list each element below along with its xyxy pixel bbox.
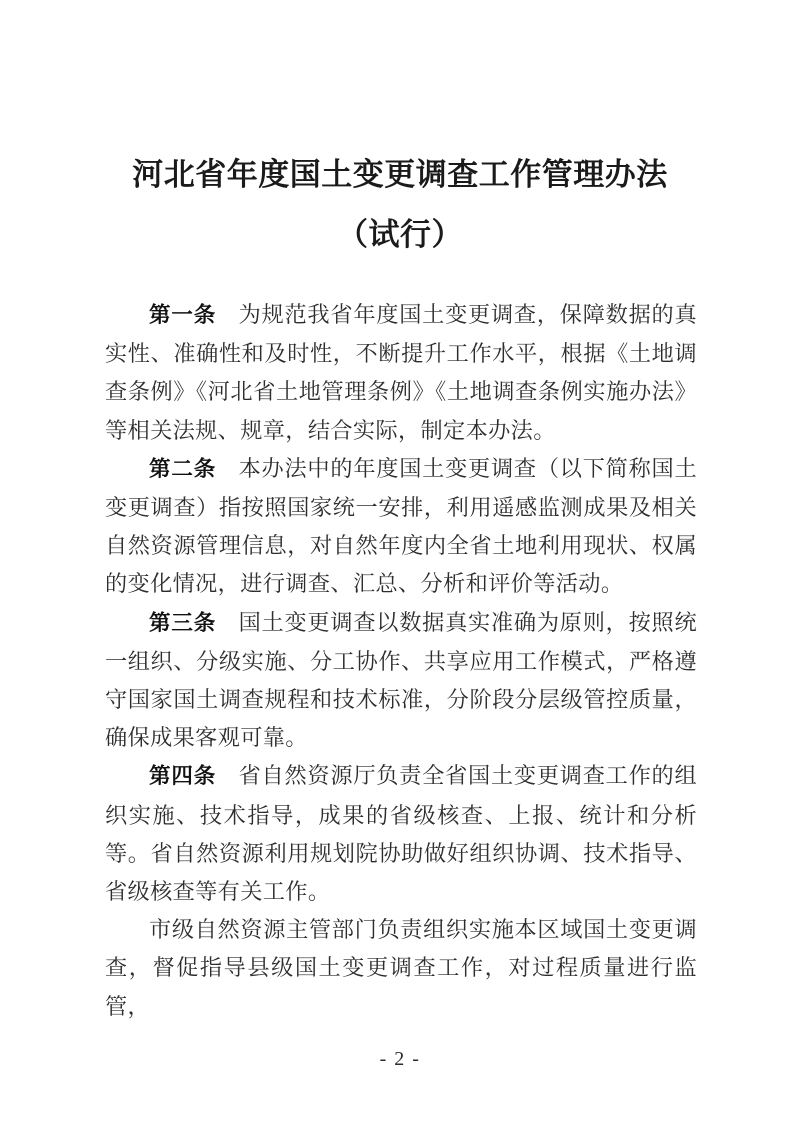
document-body	[105, 296, 697, 1026]
page-number: - 2 -	[379, 1048, 421, 1070]
continuation-paragraph	[105, 911, 697, 1026]
article-text: 省自然资源厅负责全省国土变更调查工作的组织实施、技术指导，成果的省级核查、上报、统计和分析等。省自然资源利用规划院协助做好组织协调、技术指导、省级核查等有关工作。	[105, 763, 697, 905]
page-subtitle: （试行）	[337, 217, 463, 253]
article-paragraph	[105, 450, 697, 604]
article-label: 第一条	[149, 303, 217, 328]
page-footer	[0, 1046, 800, 1072]
article-label: 第四条	[149, 764, 217, 790]
title-block	[105, 152, 695, 258]
article-paragraph	[105, 296, 697, 450]
article-paragraph	[105, 604, 697, 758]
article-text: 国土变更调查以数据真实准确为原则，按照统一组织、分级实施、分工协作、共享应用工作模式，严格遵守国家国土调查规程和技术标准，分阶段分层级管控质量，确保成果客观可靠。	[105, 609, 697, 751]
page-title: 河北省年度国土变更调查工作管理办法	[132, 157, 668, 193]
article-paragraph	[105, 757, 697, 911]
article-text: 为规范我省年度国土变更调查，保障数据的真实性、准确性和及时性，不断提升工作水平，根据《土地调查条例》《河北省土地管理条例》《土地调查条例实施办法》等相关法规、规章，结合实际，制定本办法。	[105, 302, 697, 443]
paragraph-text: 市级自然资源主管部门负责组织实施本区域国土变更调查，督促指导县级国土变更调查工作，对过程质量进行监管，	[105, 917, 697, 1019]
article-label: 第三条	[149, 610, 217, 636]
article-text: 本办法中的年度国土变更调查（以下简称国土变更调查）指按照国家统一安排，利用遥感监测成果及相关自然资源管理信息，对自然年度内全省土地利用现状、权属的变化情况，进行调查、汇总、分析和评价等活动。	[105, 455, 697, 597]
article-label: 第二条	[149, 456, 217, 482]
